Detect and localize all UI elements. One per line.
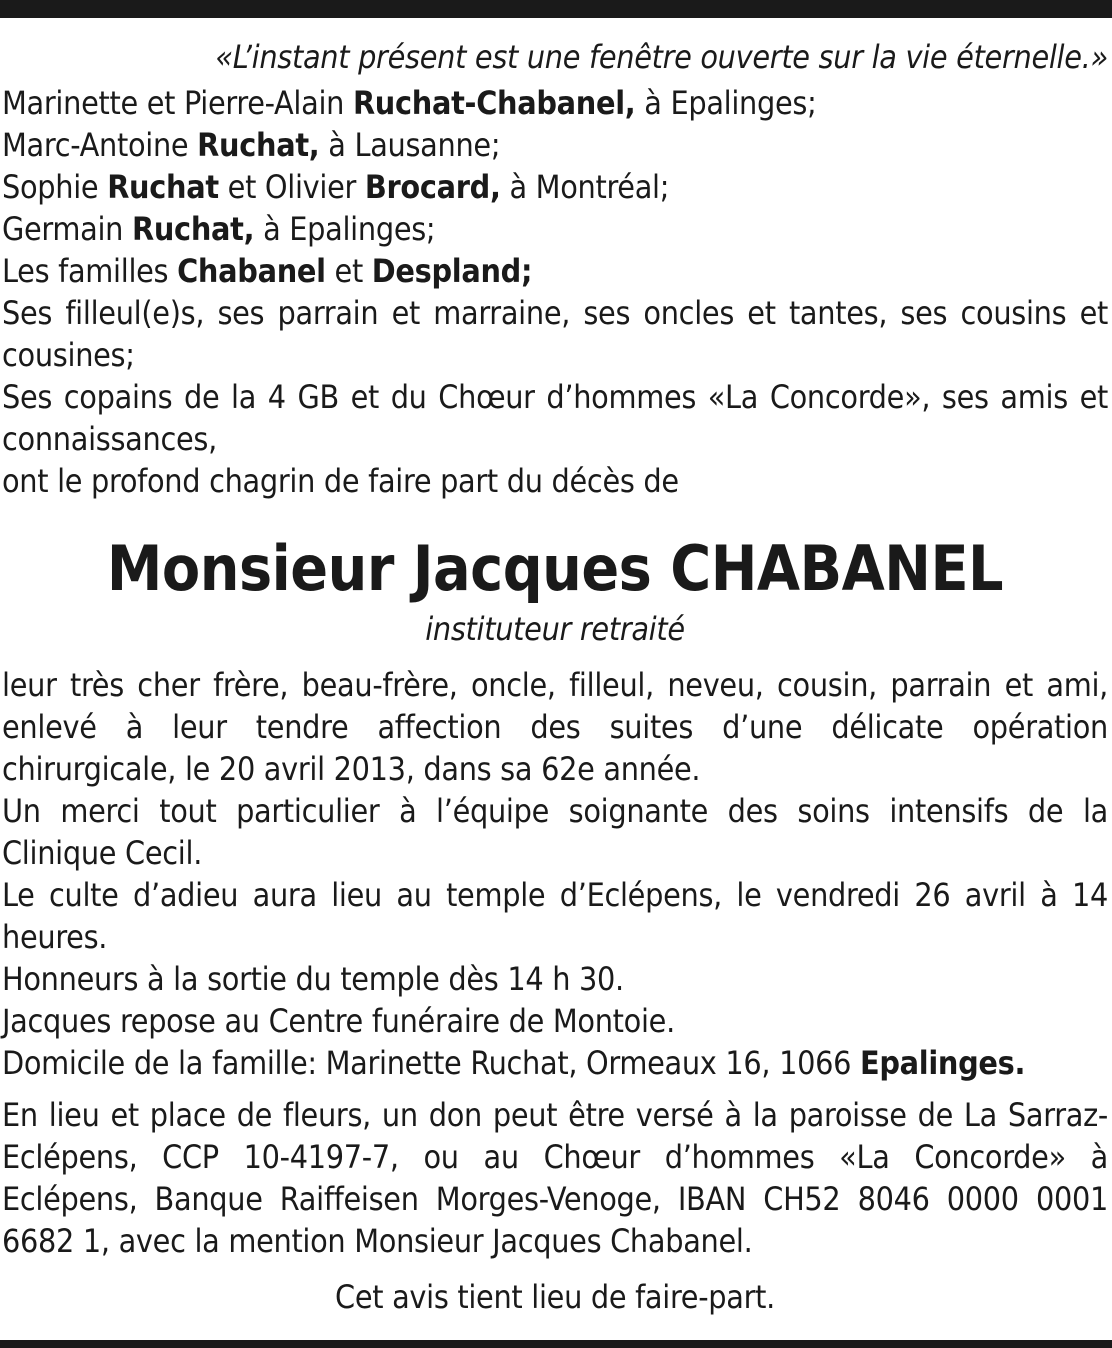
footer-note: Cet avis tient lieu de faire-part. [335,1278,775,1316]
domicile-town: Epalinges. [859,1044,1026,1082]
family-surname: Ruchat, [197,126,320,164]
rests-line: Jacques repose au Centre funéraire de Montoie. [2,1002,675,1040]
friends-paragraph: Ses copains de la 4 GB et du Chœur d’hommes «La Concorde», ses amis et connaissances, [2,378,1108,458]
service-paragraph: Le culte d’adieu aura lieu au temple d’Eclépens, le vendredi 26 avril à 14 heures. [2,876,1108,956]
family-surname: Chabanel [177,252,326,290]
family-text: Marc-Antoine [2,126,198,164]
family-line-5 [2,250,1108,292]
description-paragraph: leur très cher frère, beau-frère, oncle, filleul, neveu, cousin, parrain et ami, enlevé à leur tendre affection des suites d’une délicate opération chirurgicale, le 20 avril 2013, dans sa 62e année. [2,666,1108,788]
family-place: à Montréal; [500,168,670,206]
announcement-line: ont le profond chagrin de faire part du décès de [2,462,679,500]
bottom-rule [0,1340,1112,1348]
family-text: Marinette et Pierre-Alain [2,84,353,122]
family-surname: Ruchat, [131,210,255,248]
domicile-line [2,1042,1108,1084]
spacer [2,1084,1108,1094]
family-place: à Epalinges; [635,84,817,122]
family-text: Sophie [2,168,108,206]
epigraph-quote: «L’instant présent est une fenêtre ouverte sur la vie éternelle.» [215,38,1108,76]
family-surname: Despland; [371,252,533,290]
donation-paragraph: En lieu et place de fleurs, un don peut être versé à la paroisse de La Sarraz-Eclépens, CCP 10-4197-7, ou au Chœur d’hommes «La Concorde» à Eclépens, Banque Raiffeisen Morges-Venoge, IBAN CH52 8046 0000 0001 6682 1, avec la mention Monsieur Jacques Chabanel. [2,1096,1108,1260]
family-line-4 [2,208,1108,250]
godchildren-paragraph: Ses filleul(e)s, ses parrain et marraine, ses oncles et tantes, ses cousins et cousines; [2,294,1108,374]
top-rule [0,0,1112,18]
family-surname: Brocard, [364,168,501,206]
family-text: Les familles [2,252,178,290]
family-line-2 [2,124,1108,166]
family-surname: Ruchat [107,168,219,206]
family-place: à Lausanne; [319,126,501,164]
thanks-paragraph: Un merci tout particulier à l’équipe soignante des soins intensifs de la Clinique Cecil. [2,792,1108,872]
family-text: et Olivier [218,168,365,206]
family-surname: Ruchat-Chabanel, [352,84,636,122]
deceased-name: Monsieur Jacques CHABANEL [106,532,1004,605]
family-text: et [325,252,372,290]
deceased-profession: instituteur retraité [425,610,685,648]
domicile-address: Domicile de la famille: Marinette Ruchat, Ormeaux 16, 1066 [2,1044,860,1082]
family-text: Germain [2,210,132,248]
family-line-1 [2,82,1108,124]
family-place: à Epalinges; [254,210,436,248]
obituary-notice [2,36,1108,1318]
family-line-3 [2,166,1108,208]
honours-line: Honneurs à la sortie du temple dès 14 h 30. [2,960,624,998]
